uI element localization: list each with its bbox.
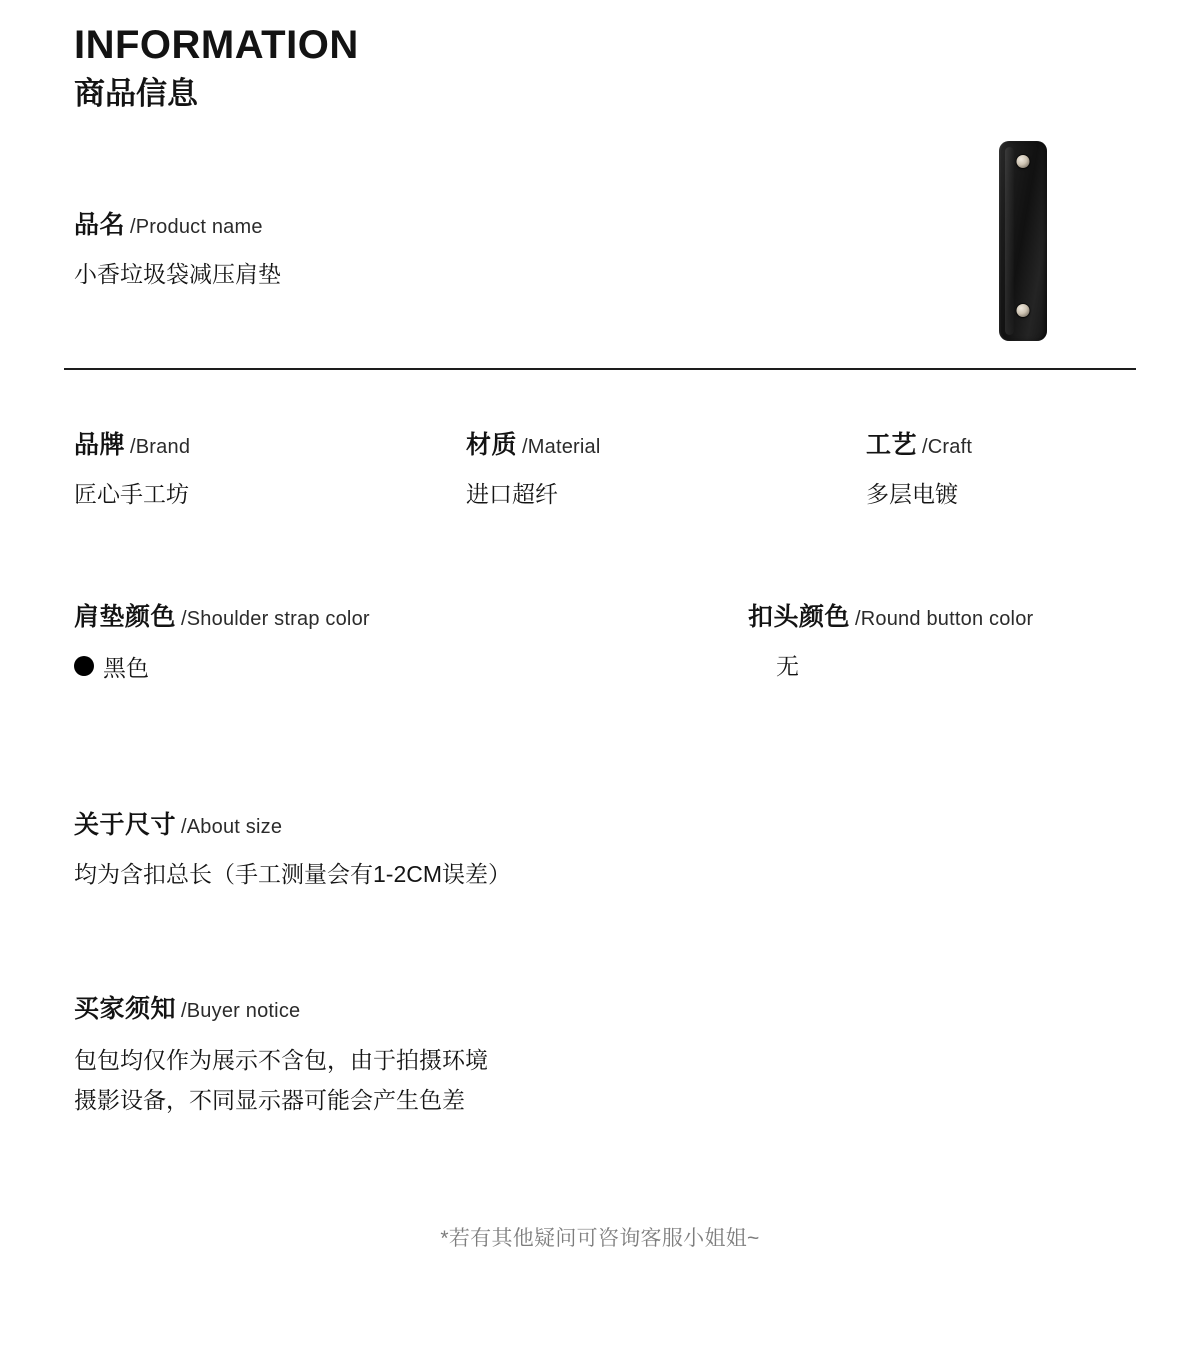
field-label-cn: 扣头颜色 [748, 603, 851, 631]
field-label-cn: 品名 [74, 211, 126, 239]
rivet-icon [1017, 155, 1030, 168]
product-photo-shoulder-pad [999, 141, 1047, 341]
buyer-notice-text [74, 1040, 488, 1121]
color-swatch-row [74, 650, 370, 683]
field-label [748, 604, 1033, 632]
field-craft [866, 432, 972, 511]
field-value-product-name: 小香垃圾袋减压肩垫 [74, 260, 281, 287]
field-value-button-color: 无 [776, 652, 799, 679]
field-label-en: /Product name [130, 216, 263, 238]
field-value-material: 进口超纤 [466, 480, 558, 507]
field-label-cn: 工艺 [866, 431, 918, 459]
field-label-cn: 品牌 [74, 431, 126, 459]
field-about-size [74, 812, 511, 891]
field-label-cn: 买家须知 [74, 995, 177, 1023]
field-label-en: /Shoulder strap color [181, 608, 370, 630]
field-label-en: /Craft [922, 436, 973, 458]
field-label [866, 432, 972, 460]
field-product-name [74, 212, 281, 291]
field-label-en: /Buyer notice [181, 1000, 301, 1022]
field-value-strap-color: 黑色 [103, 654, 149, 681]
shoulder-pad-body [999, 141, 1047, 341]
field-label [74, 604, 370, 632]
field-label [74, 996, 488, 1024]
field-value-craft: 多层电镀 [866, 480, 958, 507]
section-divider [64, 368, 1136, 370]
footnote: *若有其他疑问可咨询客服小姐姐~ [440, 1227, 760, 1250]
field-material [466, 432, 601, 511]
field-round-button-color [748, 604, 1033, 683]
field-label-cn: 肩垫颜色 [74, 603, 177, 631]
field-label-en: /Round button color [855, 608, 1034, 630]
field-value-about-size: 均为含扣总长（手工测量会有1-2CM误差） [74, 860, 512, 887]
field-label-cn: 关于尺寸 [74, 811, 177, 839]
field-label-en: /About size [181, 816, 283, 838]
page-title [74, 22, 359, 114]
field-label-en: /Material [522, 436, 601, 458]
color-swatch-icon [74, 656, 94, 676]
field-label [74, 812, 511, 840]
field-value-brand: 匠心手工坊 [74, 480, 189, 507]
field-shoulder-strap-color [74, 604, 370, 683]
rivet-icon [1017, 304, 1030, 317]
page-title-en: INFORMATION [74, 23, 359, 67]
buyer-notice-line-1: 包包均仅作为展示不含包，由于拍摄环境 [74, 1046, 488, 1073]
field-label [466, 432, 601, 460]
field-label [74, 432, 190, 460]
buyer-notice-line-2: 摄影设备，不同显示器可能会产生色差 [74, 1086, 465, 1113]
field-brand [74, 432, 190, 511]
page-title-cn: 商品信息 [74, 76, 198, 111]
field-label [74, 212, 281, 240]
field-label-cn: 材质 [466, 431, 518, 459]
field-label-en: /Brand [130, 436, 191, 458]
field-buyer-notice [74, 996, 488, 1120]
